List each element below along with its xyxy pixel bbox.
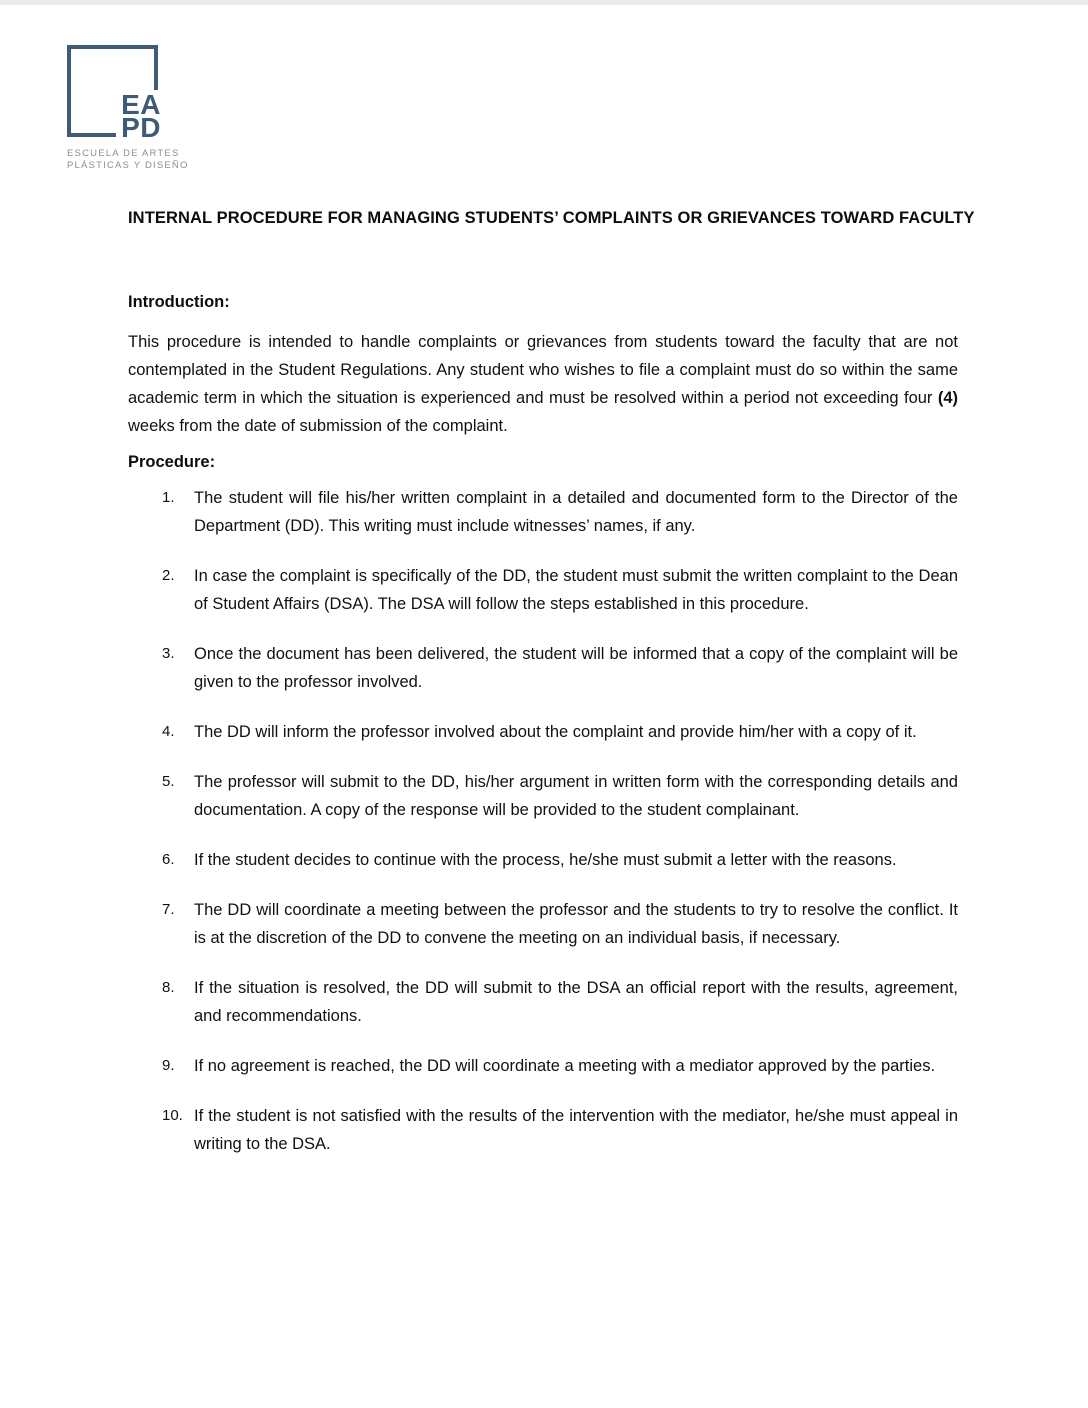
step-text: The DD will coordinate a meeting between the professor and the students to try to resolve the conflict. It is at the discretion of the DD to convene the meeting on an individual basis, if necessary. (194, 901, 958, 947)
procedure-step (128, 718, 958, 746)
procedure-steps (128, 484, 958, 1158)
step-text: If the situation is resolved, the DD will submit to the DSA an official report with the results, agreement, and recommendations. (194, 979, 958, 1025)
procedure-step (128, 974, 958, 1030)
intro-text-part2: weeks from the date of submission of the complaint. (128, 417, 508, 435)
procedure-step (128, 896, 958, 952)
logo-acronym (116, 89, 161, 143)
step-text: The professor will submit to the DD, his/her argument in written form with the corresponding details and documentation. A copy of the response will be provided to the student complainant. (194, 773, 958, 819)
step-text: The DD will inform the professor involved about the complaint and provide him/her with a copy of it. (194, 723, 917, 741)
step-number: 3. (162, 645, 175, 662)
procedure-step (128, 1052, 958, 1080)
step-number: 9. (162, 1057, 175, 1074)
logo-subtitle (67, 148, 189, 172)
eapd-logo (67, 45, 189, 172)
introduction-heading: Introduction: (128, 293, 230, 311)
step-text: The student will file his/her written complaint in a detailed and documented form to the Director of the Department (DD). This writing must include witnesses’ names, if any. (194, 489, 958, 535)
step-number: 2. (162, 567, 175, 584)
procedure-step (128, 1102, 958, 1158)
step-text: If the student decides to continue with the process, he/she must submit a letter with the reasons. (194, 851, 897, 869)
intro-text-part1: This procedure is intended to handle complaints or grievances from students toward the faculty that are not contemplated in the Student Regulations. Any student who wishes to file a complaint must do so within the same academic term in which the situation is experienced and must be resolved within a period not exceeding four (128, 333, 958, 407)
step-text: If no agreement is reached, the DD will coordinate a meeting with a mediator approved by the parties. (194, 1057, 936, 1075)
step-number: 5. (162, 773, 175, 790)
procedure-step (128, 768, 958, 824)
logo-acronym-top: EA (121, 89, 161, 120)
logo-subtitle-line1: ESCUELA DE ARTES (67, 148, 180, 159)
step-number: 4. (162, 723, 175, 740)
step-number: 8. (162, 979, 175, 996)
procedure-step (128, 484, 958, 540)
procedure-heading: Procedure: (128, 453, 216, 471)
step-number: 10. (162, 1107, 183, 1124)
step-number: 7. (162, 901, 175, 918)
intro-bold-number: (4) (937, 389, 958, 407)
logo-subtitle-line2: PLÁSTICAS Y DISEÑO (67, 160, 189, 171)
procedure-step (128, 640, 958, 696)
logo-square-frame (67, 45, 161, 143)
step-number: 6. (162, 851, 175, 868)
step-text: Once the document has been delivered, the student will be informed that a copy of the complaint will be given to the professor involved. (194, 645, 958, 691)
document-title: INTERNAL PROCEDURE FOR MANAGING STUDENTS’ COMPLAINTS OR GRIEVANCES TOWARD FACULTY (128, 209, 975, 227)
procedure-step (128, 846, 958, 874)
step-text: If the student is not satisfied with the results of the intervention with the mediator, he/she must appeal in writing to the DSA. (194, 1107, 958, 1153)
step-text: In case the complaint is specifically of the DD, the student must submit the written complaint to the Dean of Student Affairs (DSA). The DSA will follow the steps established in this procedure. (194, 567, 958, 613)
document-content (128, 204, 975, 1180)
procedure-step (128, 562, 958, 618)
page-top-edge (0, 0, 1088, 5)
logo-acronym-bottom: PD (121, 112, 161, 143)
step-number: 1. (162, 489, 175, 506)
introduction-paragraph (128, 328, 958, 440)
